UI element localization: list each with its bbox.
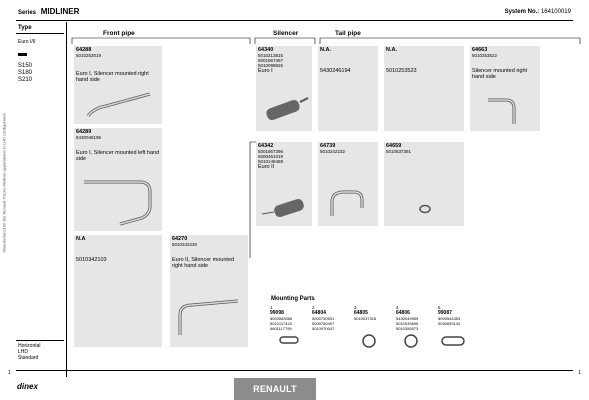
mounting-code: 5010970047 xyxy=(312,326,335,331)
part-codes xyxy=(472,53,497,58)
brand-banner: RENAULT xyxy=(234,378,316,400)
mounting-part-number: 64804 xyxy=(312,310,326,316)
mounting-part-number: 64806 xyxy=(396,310,410,316)
part-code: 5010342232 xyxy=(320,149,346,154)
part-desc: 5430246194 xyxy=(320,68,351,74)
type-rule xyxy=(16,33,64,34)
part-desc: Euro I xyxy=(258,68,273,74)
mounting-part-number: 99087 xyxy=(438,310,452,316)
part-number: 64342 xyxy=(258,143,274,149)
mounting-code: 5010037316 xyxy=(354,316,377,321)
part-number: N.A xyxy=(76,236,86,242)
silencer-drawing xyxy=(260,94,310,128)
system-number xyxy=(505,9,571,16)
clamp-icon xyxy=(278,333,300,347)
mounting-index: 3 xyxy=(354,305,357,310)
part-box-64739[interactable] xyxy=(318,142,378,226)
part-box-64340[interactable] xyxy=(256,46,312,131)
mounting-code: 5000750497 xyxy=(312,321,335,326)
model-item: S150 xyxy=(18,63,33,69)
part-desc: Euro I, Silencer mounted right hand side xyxy=(76,71,149,83)
mounting-code: 5010395573 xyxy=(396,326,419,331)
page-number-right: 1 xyxy=(578,370,581,376)
front-pipe-drawing xyxy=(80,176,158,228)
mounting-index: 4 xyxy=(396,305,399,310)
part-number: N.A. xyxy=(386,47,397,53)
part-box-64288[interactable] xyxy=(74,46,162,124)
part-number: 64270 xyxy=(172,236,188,242)
orientation-item: Standard xyxy=(18,355,39,361)
front-pipe-drawing xyxy=(84,86,154,122)
clamp-icon xyxy=(440,333,466,349)
part-number: 64289 xyxy=(76,129,92,135)
part-box-64663[interactable] xyxy=(470,46,540,131)
part-codes xyxy=(386,149,411,154)
part-box-64289[interactable] xyxy=(74,128,162,231)
part-desc: Euro II, Silencer mounted right hand side xyxy=(172,257,235,269)
column-brackets xyxy=(70,34,586,46)
part-code: 5010253522 xyxy=(472,53,498,58)
type-label: Type xyxy=(18,25,32,31)
part-codes xyxy=(76,135,101,140)
part-desc: 5010253523 xyxy=(386,68,417,74)
mounting-item[interactable] xyxy=(270,305,310,347)
system-no-value: 164100019 xyxy=(540,9,571,15)
part-code: 5010149488 xyxy=(258,159,284,164)
part-box-64659[interactable] xyxy=(384,142,464,226)
mounting-code: 5010039695 xyxy=(396,321,419,326)
mounting-index: 2 xyxy=(312,305,315,310)
part-codes xyxy=(172,242,197,247)
mounting-index: 1 xyxy=(270,305,273,310)
mounting-part-number: 99098 xyxy=(270,310,284,316)
mounting-code: 5010117420 xyxy=(270,321,292,326)
mounting-item[interactable] xyxy=(396,305,436,349)
models-list xyxy=(18,63,32,84)
silencer-drawing xyxy=(260,192,310,224)
part-codes xyxy=(258,149,283,164)
left-divider xyxy=(66,22,67,377)
page-number-left: 1 xyxy=(8,370,11,376)
part-desc: Euro II xyxy=(258,164,275,170)
part-box-na-sil1[interactable] xyxy=(318,46,378,131)
model-item: S210 xyxy=(18,77,33,83)
footer-rule xyxy=(16,370,573,371)
part-number: 64340 xyxy=(258,47,274,53)
mounting-parts-grid xyxy=(270,305,470,357)
mounting-item[interactable] xyxy=(354,305,394,349)
part-number: 64288 xyxy=(76,47,92,53)
side-vertical-text: Manufactured for the Renault Trucks Midliner applications in LHD configuration xyxy=(1,113,7,253)
header-rule xyxy=(16,20,573,21)
mounting-codes xyxy=(270,316,310,331)
model-item: S180 xyxy=(18,70,33,76)
series-label: Series xyxy=(18,10,37,16)
part-code: 5010342230 xyxy=(172,242,198,247)
mounting-codes xyxy=(438,316,478,326)
mounting-codes xyxy=(312,316,352,331)
mounting-code: 5601117799 xyxy=(270,326,292,331)
part-desc: 5010342103 xyxy=(76,257,107,263)
mounting-code: 5000544353 xyxy=(438,316,461,321)
column-silencer: Silencer xyxy=(273,30,299,37)
mounting-codes xyxy=(354,316,394,321)
mounting-code: 5430049559 xyxy=(396,316,419,321)
part-number: 64739 xyxy=(320,143,336,149)
part-code: 5000451019 xyxy=(258,154,284,159)
mounting-index: 5 xyxy=(438,305,441,310)
orientation-item: Horizontal xyxy=(18,343,41,349)
part-box-na-front[interactable] xyxy=(74,235,162,347)
mounting-code: 5000750531 xyxy=(312,316,335,321)
part-code: 5010253019 xyxy=(76,53,102,58)
part-code: 5430048195 xyxy=(76,135,102,140)
clamp-drawing xyxy=(418,204,432,214)
system-label: System No.: xyxy=(504,9,540,15)
dinex-logo: dinex xyxy=(17,382,38,391)
part-desc: Euro I, Silencer mounted left hand side xyxy=(76,150,160,162)
part-codes xyxy=(258,53,283,68)
orientation-item: LHD xyxy=(18,349,29,355)
part-code: 5001867396 xyxy=(258,149,284,154)
front-pipe-drawing xyxy=(176,295,244,345)
part-code: 5001867397 xyxy=(258,58,284,63)
clamp-icon xyxy=(402,333,420,349)
mounting-codes xyxy=(396,316,436,331)
part-code: 5010098826 xyxy=(258,63,284,68)
column-front-pipe: Front pipe xyxy=(103,30,135,37)
mounting-code: 0030693142 xyxy=(438,321,461,326)
truck-icon xyxy=(18,53,27,56)
tail-pipe-drawing xyxy=(484,94,528,128)
mounting-code: 5003083085 xyxy=(270,316,293,321)
series-name: MIDLINER xyxy=(40,7,80,16)
mounting-item[interactable] xyxy=(312,305,352,331)
part-box-64342[interactable] xyxy=(256,142,312,226)
series-header xyxy=(18,8,79,17)
part-code: 5010213815 xyxy=(258,53,284,58)
part-box-64270[interactable] xyxy=(170,235,248,347)
part-desc: Silencer mounted right hand side xyxy=(472,68,528,80)
part-number: N.A. xyxy=(320,47,331,53)
clamp-icon xyxy=(360,333,378,349)
part-number: 64663 xyxy=(472,47,488,53)
part-box-na-sil2[interactable] xyxy=(384,46,464,131)
part-number: 64659 xyxy=(386,143,402,149)
orientation-rule xyxy=(16,340,64,341)
orientation-list xyxy=(18,343,41,361)
part-codes xyxy=(320,149,345,154)
part-code: 5010537391 xyxy=(386,149,412,154)
mounting-parts-title: Mounting Parts xyxy=(271,296,315,302)
column-tail-pipe: Tail pipe xyxy=(335,30,361,37)
tail-pipe-drawing xyxy=(328,188,368,222)
mounting-item[interactable] xyxy=(438,305,478,349)
part-codes xyxy=(76,53,101,58)
euro-label: Euro I/II xyxy=(18,39,36,45)
mounting-part-number: 64805 xyxy=(354,310,368,316)
